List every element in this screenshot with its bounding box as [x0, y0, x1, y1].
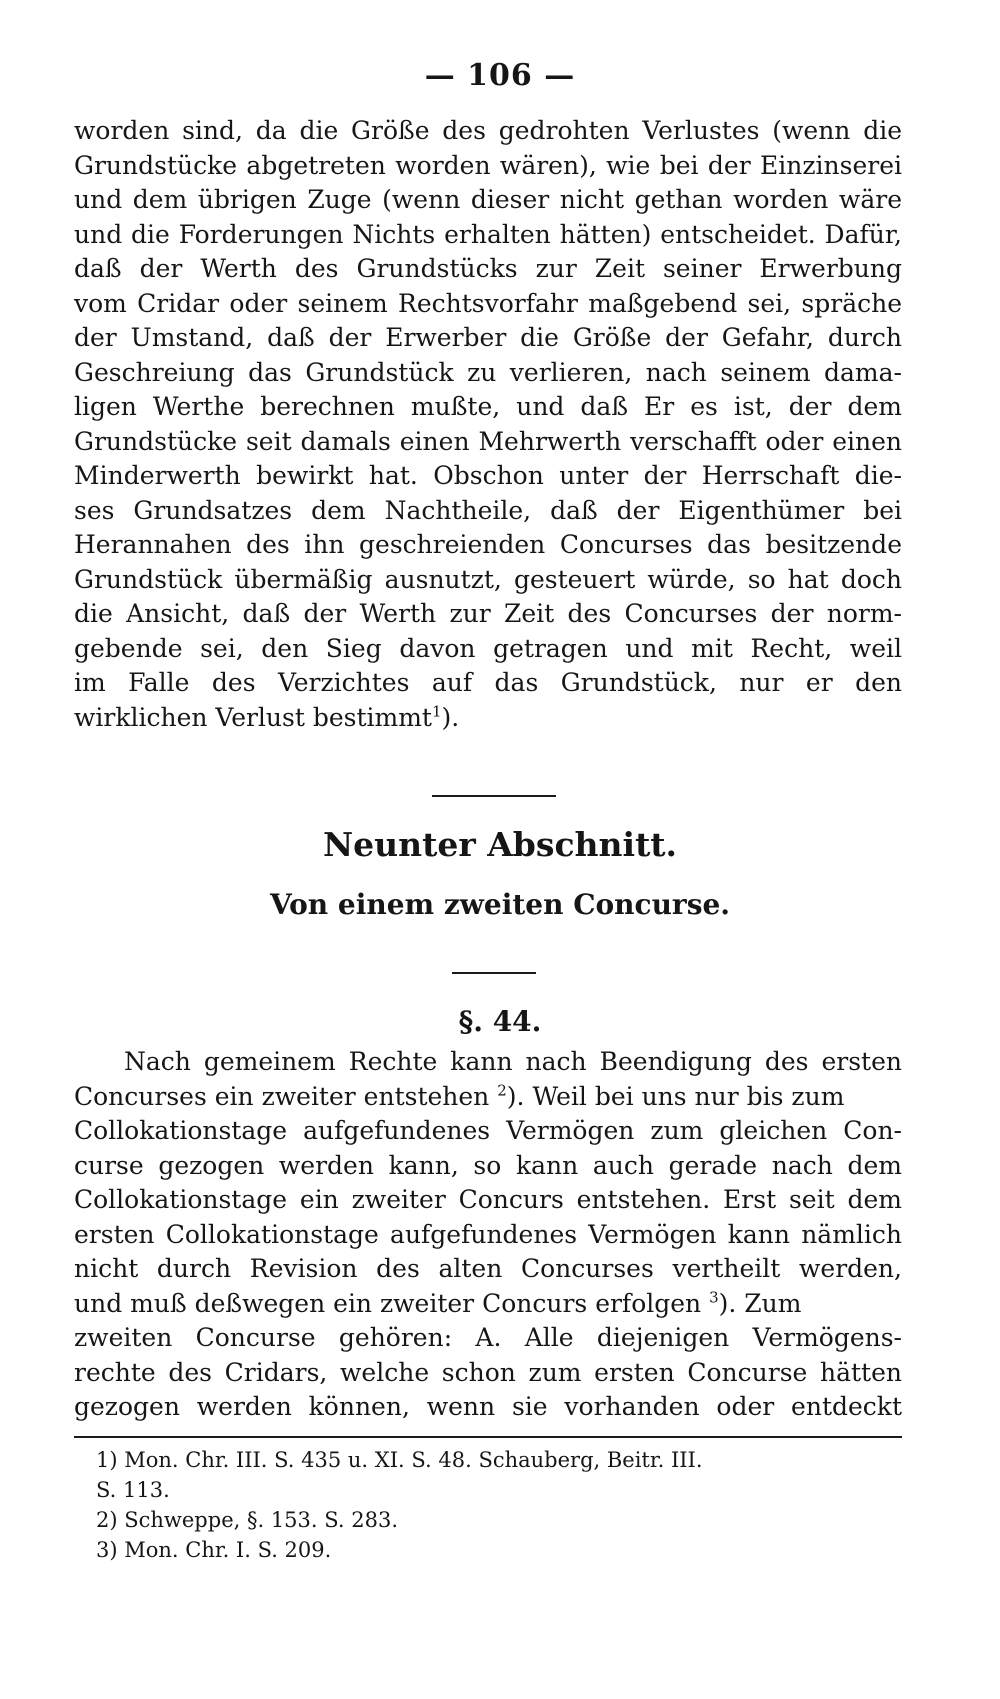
- chapter-title: Neunter Abschnitt.: [322, 825, 678, 864]
- text-line: rechte des Cridars, welche schon zum ersten Concurse hätten: [74, 1357, 902, 1387]
- footnote-marker: 2: [497, 1081, 507, 1100]
- text-line: zweiten Concurse gehören: A. Alle diejenigen Vermögens-: [74, 1323, 902, 1352]
- section-divider: [432, 795, 556, 797]
- text-line: die Ansicht, daß der Werth zur Zeit des Concurses der norm-: [74, 599, 902, 628]
- text-line: [74, 701, 902, 736]
- footnote-divider: [74, 1436, 902, 1438]
- text-line: Herannahen des ihn geschreienden Concurses das besitzende: [74, 530, 902, 559]
- section-divider: [452, 972, 536, 974]
- text-line: ersten Collokationstage aufgefundenes Vermögen kann nämlich: [74, 1219, 902, 1249]
- footnote-1: 1) Mon. Chr. III. S. 435 u. XI. S. 48. Schauberg, Beitr. III.: [96, 1448, 703, 1472]
- footnote-marker: 3: [709, 1288, 719, 1307]
- footnote-marker: 1: [431, 702, 442, 721]
- text-line: und die Forderungen Nichts erhalten hätten) entscheidet. Dafür,: [74, 219, 902, 249]
- text-fragment: ). Weil bei uns nur bis zum: [506, 1081, 845, 1111]
- text-line: Collokationstage aufgefundenes Vermögen zum gleichen Con-: [74, 1116, 902, 1145]
- text-line: im Falle des Verzichtes auf das Grundstück, nur er den: [74, 668, 902, 697]
- text-line: [74, 1080, 902, 1115]
- text-line: der Umstand, daß der Erwerber die Größe der Gefahr, durch: [74, 323, 902, 352]
- text-line: Grundstücke abgetreten worden wären), wie bei der Einzinserei: [74, 150, 902, 180]
- paragraph-section-44: [74, 1045, 902, 1425]
- text-line: Collokationstage ein zweiter Concurs entstehen. Erst seit dem: [74, 1185, 902, 1214]
- footnote-3: 3) Mon. Chr. I. S. 209.: [96, 1538, 332, 1562]
- footnote-1-continuation: S. 113.: [96, 1478, 170, 1502]
- text-line: ligen Werthe berechnen mußte, und daß Er es ist, der dem: [74, 392, 902, 421]
- paragraph-continuation: [74, 114, 902, 735]
- text-fragment: wirklichen Verlust bestimmt: [74, 702, 432, 732]
- chapter-subtitle: Von einem zweiten Concurse.: [269, 888, 731, 921]
- footnote-2: 2) Schweppe, §. 153. S. 283.: [96, 1508, 398, 1532]
- text-line: Nach gemeinem Rechte kann nach Beendigung des ersten: [124, 1047, 902, 1076]
- page-number: — 106 —: [424, 58, 576, 93]
- text-fragment: Concurses ein zweiter entstehen: [74, 1081, 490, 1111]
- text-line: curse gezogen werden kann, so kann auch gerade nach dem: [74, 1150, 902, 1180]
- text-line: daß der Werth des Grundstücks zur Zeit seiner Erwerbung: [74, 254, 902, 283]
- text-line: Geschreiung das Grundstück zu verlieren, nach seinem dama-: [74, 357, 902, 387]
- text-line: gebende sei, den Sieg davon getragen und mit Recht, weil: [74, 633, 902, 663]
- text-line: Grundstück übermäßig ausnutzt, gesteuert würde, so hat doch: [74, 564, 902, 594]
- text-line: ses Grundsatzes dem Nachtheile, daß der Eigenthümer bei: [74, 495, 902, 525]
- text-fragment: und muß deßwegen ein zweiter Concurs erfolgen: [74, 1288, 702, 1318]
- text-line: vom Cridar oder seinem Rechtsvorfahr maßgebend sei, spräche: [74, 288, 902, 318]
- footnotes: [96, 1445, 902, 1565]
- text-fragment: ). Zum: [718, 1288, 802, 1318]
- text-line: gezogen werden können, wenn sie vorhanden oder entdeckt: [74, 1392, 902, 1421]
- text-line: nicht durch Revision des alten Concurses vertheilt werden,: [74, 1254, 902, 1283]
- text-line: und dem übrigen Zuge (wenn dieser nicht gethan worden wäre: [74, 185, 902, 214]
- section-number: §. 44.: [458, 1005, 542, 1038]
- text-line: [74, 1287, 902, 1322]
- text-fragment: ).: [441, 702, 460, 732]
- text-line: Minderwerth bewirkt hat. Obschon unter der Herrschaft die-: [74, 461, 902, 490]
- text-line: Grundstücke seit damals einen Mehrwerth verschafft oder einen: [74, 426, 902, 456]
- text-line: worden sind, da die Größe des gedrohten Verlustes (wenn die: [74, 116, 902, 145]
